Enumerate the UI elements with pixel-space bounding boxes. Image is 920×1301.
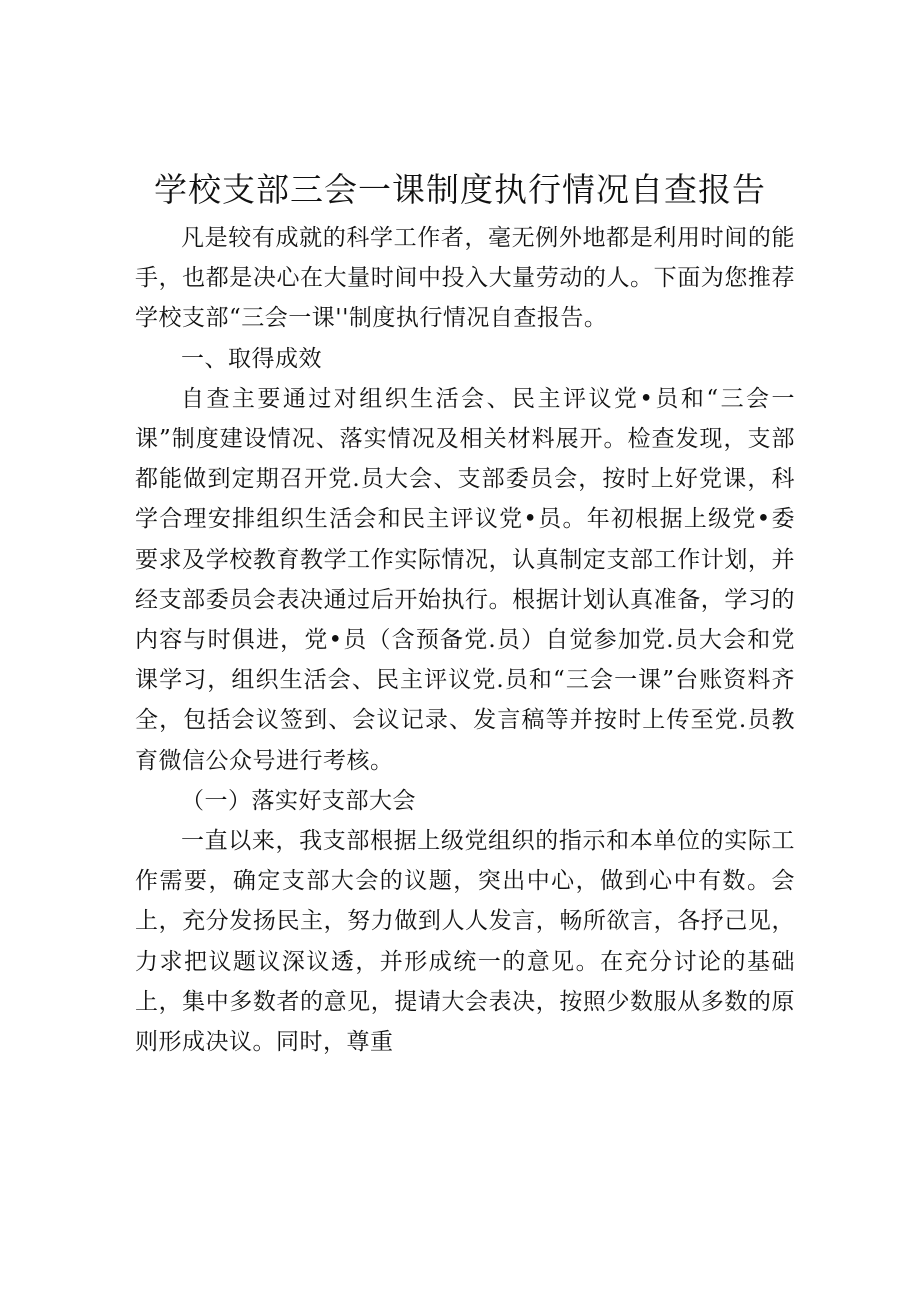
section-heading-results: 一、取得成效	[181, 345, 322, 372]
intro-paragraph: 凡是较有成就的科学工作者，毫无例外地都是利用时间的能手，也都是决心在大量时间中投入大量劳动的人。下面为您推荐学校支部“三会一课''制度执行情况自查报告。	[135, 225, 795, 332]
document-body	[135, 218, 795, 1062]
branch-meeting-paragraph: 一直以来，我支部根据上级党组织的指示和本单位的实际工作需要，确定支部大会的议题，突出中心，做到心中有数。会上，充分发扬民主，努力做到人人发言，畅所欲言，各抒己见，力求把议题议深议透，并形成统一的意见。在充分讨论的基础上，集中多数者的意见，提请大会表决，按照少数服从多数的原则形成决议。同时，尊重	[135, 828, 795, 1056]
subsection-heading-branch-meeting: （一）落实好支部大会	[181, 787, 416, 814]
results-paragraph: 自查主要通过对组织生活会、民主评议党•员和“三会一课”制度建设情况、落实情况及相关材料展开。检查发现，支部都能做到定期召开党.员大会、支部委员会，按时上好党课，科学合理安排组织生活会和民主评议党•员。年初根据上级党•委要求及学校教育教学工作实际情况，认真制定支部工作计划，并经支部委员会表决通过后开始执行。根据计划认真准备，学习的内容与时俱进，党•员（含预备党.员）自觉参加党.员大会和党课学习，组织生活会、民主评议党.员和“三会一课”台账资料齐全，包括会议签到、会议记录、发言稿等并按时上传至党.员教育微信公众号进行考核。	[135, 385, 795, 774]
document-title: 学校支部三会一课制度执行情况自查报告	[154, 170, 766, 209]
